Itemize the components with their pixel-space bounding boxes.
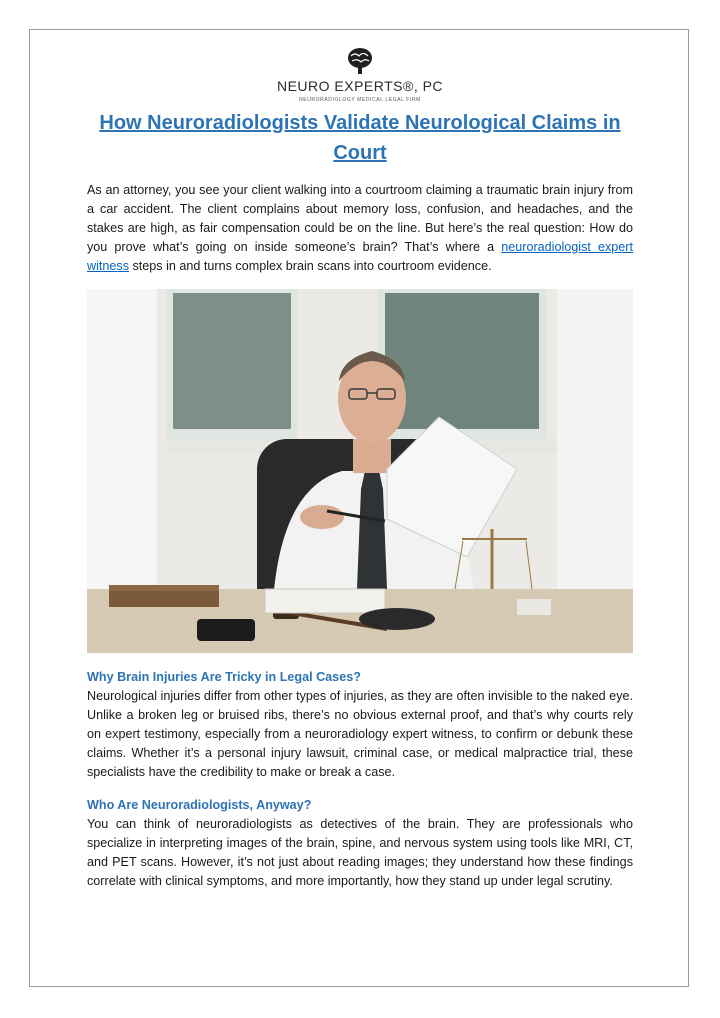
logo-company-name: NEURO EXPERTS®, PC — [276, 78, 444, 94]
intro-text-after-link: steps in and turns complex brain scans into courtroom evidence. — [129, 259, 492, 273]
logo-tagline: NEURORADIOLOGY MEDICAL LEGAL FIRM — [299, 97, 421, 103]
section-heading-why-brain-injuries: Why Brain Injuries Are Tricky in Legal Cases? — [87, 670, 361, 684]
brain-icon — [343, 46, 377, 76]
intro-text-before-link: As an attorney, you see your client walking into a courtroom claiming a traumatic brain injury from a car accident. The client complains about memory loss, confusion, and headaches, and the stakes are high, as fair compensation could be on the line. But here’s the real question: How do you prove what’s going on inside someone’s brain? That’s where a — [87, 183, 633, 254]
neuroradiologist-expert-witness-link[interactable]: neuroradiologist expert witness — [87, 240, 633, 273]
page-title: How Neuroradiologists Validate Neurological Claims in Court — [99, 112, 621, 164]
intro-paragraph — [87, 181, 633, 276]
photo-illustration — [87, 289, 633, 653]
section-body-why-brain-injuries: Neurological injuries differ from other types of injuries, as they are often invisible to the naked eye. Unlike a broken leg or bruised ribs, there’s no obvious external proof, and that’s why courts rely on expert testimony, especially from a neuroradiology expert witness, to confirm or debunk these claims. Whether it’s a personal injury lawsuit, criminal case, or medical malpractice trial, these specialists have the credibility to make or break a case. — [87, 689, 633, 779]
section-body-who-are-neuroradiologists: You can think of neuroradiologists as detectives of the brain. They are professionals who specialize in interpreting images of the brain, spine, and nervous system using tools like MRI, CT, and PET scans. However, it’s not just about reading images; they understand how these findings correlate with clinical symptoms, and more importantly, how they stand up under legal scrutiny. — [87, 817, 633, 888]
company-logo — [0, 46, 720, 103]
section-heading-who-are-neuroradiologists: Who Are Neuroradiologists, Anyway? — [87, 798, 312, 812]
article-photo — [87, 289, 633, 653]
